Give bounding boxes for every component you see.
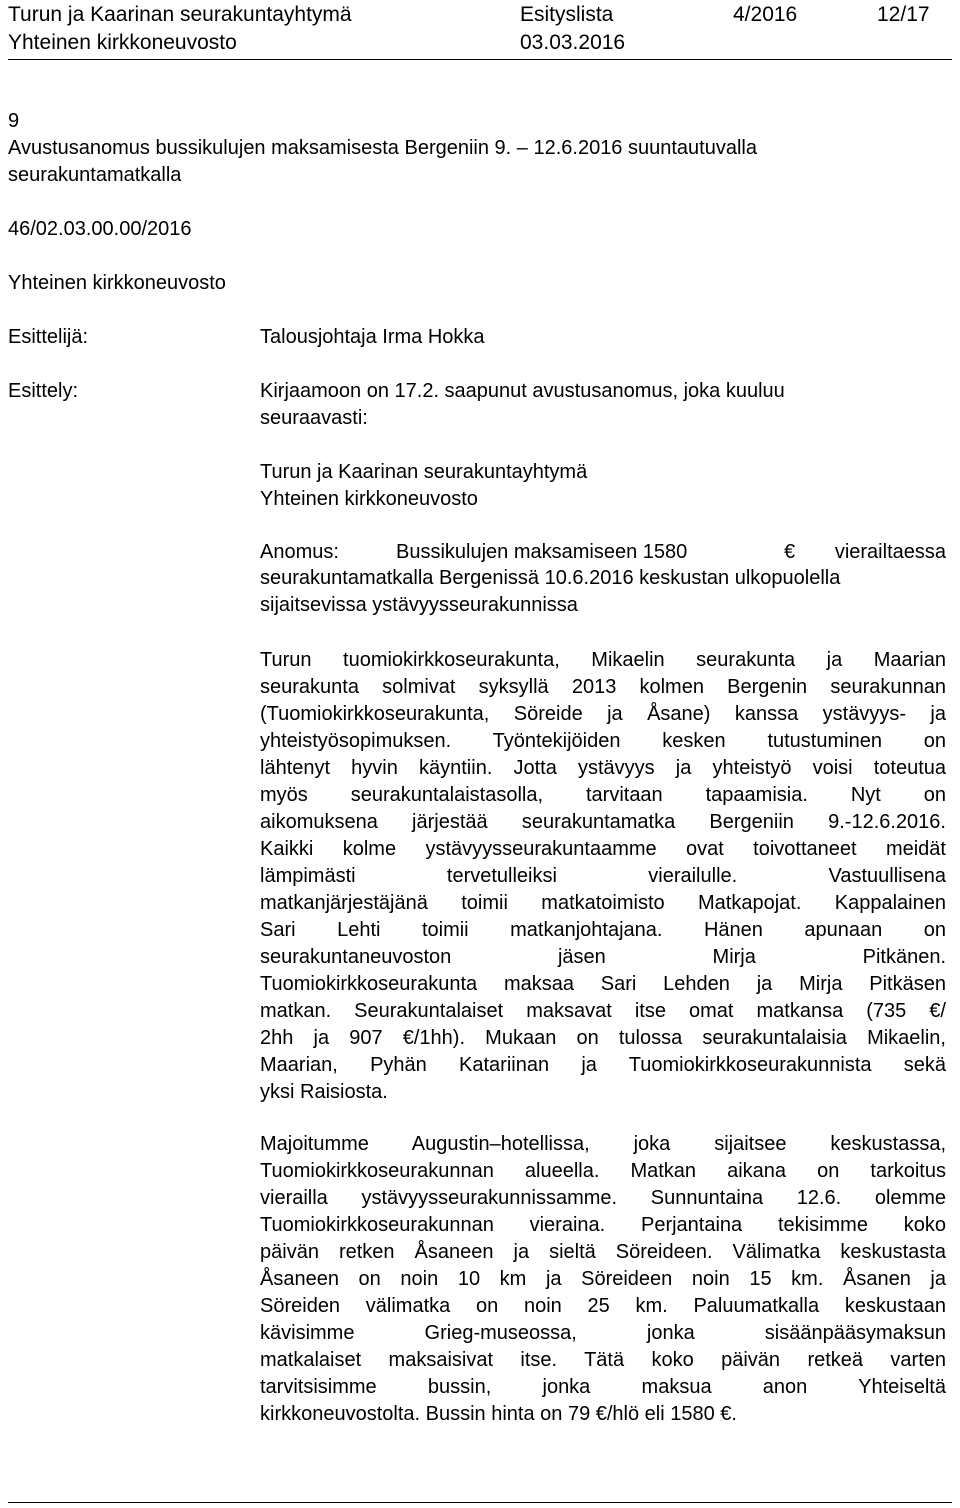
addressee-line2: Yhteinen kirkkoneuvosto <box>260 488 478 510</box>
paragraph-line: Tuomiokirkkoseurakunnan alueella. Matkan aikana on tarkoitus <box>260 1160 946 1182</box>
paragraph-line: lähtenyt hyvin käyntiin. Jotta ystävyys ja yhteistyö voisi toteutua <box>260 757 946 779</box>
intro-line1: Kirjaamoon on 17.2. saapunut avustusanomus, joka kuuluu <box>260 380 785 402</box>
header-date: 03.03.2016 <box>520 31 626 54</box>
paragraph-line: matkalaiset maksaisivat itse. Tätä koko päivän retkeä varten <box>260 1349 946 1371</box>
paragraph-line: Söreiden välimatka on noin 25 km. Paluumatkalla keskustaan <box>260 1295 946 1317</box>
item-title-line1: Avustusanomus bussikulujen maksamisesta Bergeniin 9. – 12.6.2016 suuntautuvalla <box>8 137 757 159</box>
paragraph-line: (Tuomiokirkkoseurakunta, Söreide ja Åsane) kanssa ystävyys- ja <box>260 703 946 725</box>
header-rule <box>8 59 952 60</box>
paragraph-line: seurakuntaneuvoston jäsen Mirja Pitkänen. <box>260 946 946 968</box>
paragraph-line: Maarian, Pyhän Katariinan ja Tuomiokirkkoseurakunnista sekä <box>260 1054 946 1076</box>
request-line2: seurakuntamatkalla Bergenissä 10.6.2016 keskustan ulkopuolella <box>260 567 841 589</box>
paragraph-line: yhteistyösopimuksen. Työntekijöiden kesken tutustuminen on <box>260 730 946 752</box>
paragraph-line: Tuomiokirkkoseurakunta maksaa Sari Lehden ja Mirja Pitkäsen <box>260 973 946 995</box>
paragraph-line: Kaikki kolme ystävyysseurakuntaamme ovat toivottaneet meidät <box>260 838 946 860</box>
addressee-line1: Turun ja Kaarinan seurakuntayhtymä <box>260 461 588 483</box>
presentation-label: Esittely: <box>8 380 79 402</box>
header-doc-type: Esityslista <box>520 3 614 26</box>
record-id: 46/02.03.00.00/2016 <box>8 218 192 240</box>
request-label: Anomus: <box>260 541 339 563</box>
paragraph-line: Majoitumme Augustin–hotellissa, joka sijaitsee keskustassa, <box>260 1133 946 1155</box>
paragraph-line: päivän retken Åsaneen ja sieltä Söreideen. Välimatka keskustasta <box>260 1241 946 1263</box>
footer-rule <box>8 1502 952 1503</box>
presenter-label: Esittelijä: <box>8 326 89 348</box>
paragraph-line: Åsaneen on noin 10 km ja Söreideen noin 15 km. Åsanen ja <box>260 1268 946 1290</box>
item-number: 9 <box>8 110 20 132</box>
header-body: Yhteinen kirkkoneuvosto <box>8 31 237 54</box>
paragraph-line: Tuomiokirkkoseurakunnan vieraina. Perjantaina tekisimme koko <box>260 1214 946 1236</box>
paragraph-line: 2hh ja 907 €/1hh). Mukaan on tulossa seurakuntalaisia Mikaelin, <box>260 1027 946 1049</box>
paragraph-line: matkanjärjestäjänä toimii matkatoimisto Matkapojat. Kappalainen <box>260 892 946 914</box>
paragraph-line: yksi Raisiosta. <box>260 1081 388 1103</box>
paragraph-line: aikomuksena järjestää seurakuntamatka Bergeniin 9.-12.6.2016. <box>260 811 946 833</box>
paragraph-line: matkan. Seurakuntalaiset maksavat itse omat matkansa (735 €/ <box>260 1000 946 1022</box>
paragraph-2 <box>260 1131 946 1428</box>
intro-line2: seuraavasti: <box>260 407 368 429</box>
paragraph-line: Sari Lehti toimii matkanjohtajana. Hänen apunaan on <box>260 919 946 941</box>
paragraph-line: Turun tuomiokirkkoseurakunta, Mikaelin seurakunta ja Maarian <box>260 649 946 671</box>
request-text-a: Bussikulujen maksamiseen 1580 <box>396 541 688 563</box>
presenter-value: Talousjohtaja Irma Hokka <box>260 326 485 348</box>
request-text-c: vierailtaessa <box>834 541 946 563</box>
header-org: Turun ja Kaarinan seurakuntayhtymä <box>8 3 352 26</box>
paragraph-line: kirkkoneuvostolta. Bussin hinta on 79 €/hlö eli 1580 €. <box>260 1403 737 1425</box>
paragraph-1 <box>260 647 946 1106</box>
paragraph-line: lämpimästi tervetulleiksi vierailulle. Vastuullisena <box>260 865 946 887</box>
euro-sign: € <box>784 541 796 563</box>
decision-body: Yhteinen kirkkoneuvosto <box>8 272 226 294</box>
paragraph-line: tarvitsisimme bussin, jonka maksua anon Yhteiseltä <box>260 1376 946 1398</box>
header-doc-number: 4/2016 <box>733 3 798 26</box>
paragraph-line: seurakunta solmivat syksyllä 2013 kolmen Bergenin seurakunnan <box>260 676 946 698</box>
item-title-line2: seurakuntamatkalla <box>8 164 182 186</box>
request-line3: sijaitsevissa ystävyysseurakunnissa <box>260 594 578 616</box>
paragraph-line: myös seurakuntalaistasolla, tarvitaan tapaamisia. Nyt on <box>260 784 946 806</box>
header-page-number: 12/17 <box>877 3 930 26</box>
paragraph-line: vierailla ystävyysseurakunnissamme. Sunnuntaina 12.6. olemme <box>260 1187 946 1209</box>
paragraph-line: kävisimme Grieg-museossa, jonka sisäänpääsymaksun <box>260 1322 946 1344</box>
